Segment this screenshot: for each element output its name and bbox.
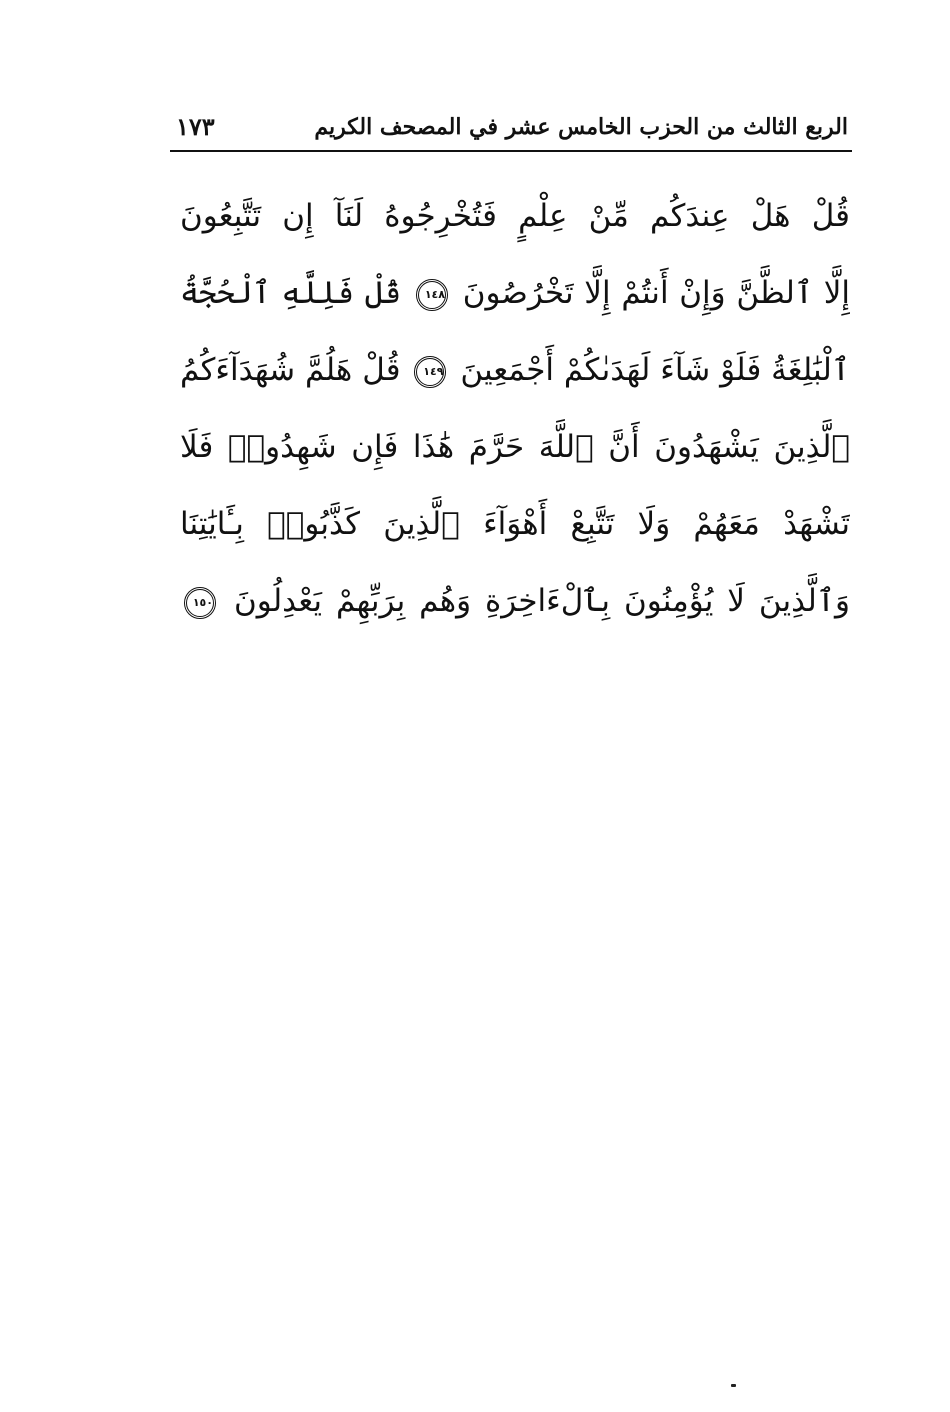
verse-line xyxy=(180,409,850,486)
ink-speck xyxy=(731,1384,736,1387)
verse-text: وَٱلَّذِينَ لَا يُؤْمِنُونَ بِٱلْءَاخِرَةِ وَهُم بِرَبِّهِمْ يَعْدِلُونَ xyxy=(233,583,850,619)
verse-text: قُلْ فَلِلَّهِ ٱلْحُجَّةُ xyxy=(180,275,402,311)
verse-line xyxy=(180,563,850,640)
header-divider xyxy=(170,150,852,152)
verse-text: إِلَّا ٱلظَّنَّ وَإِنْ أَنتُمْ إِلَّا تَخْرُصُونَ xyxy=(462,275,850,311)
page-header xyxy=(170,108,852,150)
ayah-number-marker: ١٤٨ xyxy=(416,279,448,311)
page-number: ١٧٣ xyxy=(176,112,215,141)
ayah-number-marker: ١٥٠ xyxy=(184,587,216,619)
ayah-number-marker: ١٤٩ xyxy=(414,356,446,388)
verse-text: قُلْ هَلُمَّ شُهَدَآءَكُمُ xyxy=(180,352,401,388)
verse-text: ٱلَّذِينَ يَشْهَدُونَ أَنَّ ٱللَّهَ حَرَّمَ هَٰذَا فَإِن شَهِدُوا۟ فَلَا xyxy=(180,429,850,465)
verse-line xyxy=(180,255,850,332)
verse-line xyxy=(180,178,850,255)
page-header-title: الربع الثالث من الحزب الخامس عشر في المصحف الكريم xyxy=(314,114,848,140)
verse-line xyxy=(180,332,850,409)
verse-text: تَشْهَدْ مَعَهُمْ وَلَا تَتَّبِعْ أَهْوَآءَ ٱلَّذِينَ كَذَّبُوا۟ بِـَٔايَٰتِنَا xyxy=(180,506,850,542)
verse-text: ٱلْبَٰلِغَةُ فَلَوْ شَآءَ لَهَدَىٰكُمْ أَجْمَعِينَ xyxy=(460,352,850,388)
quran-text-block xyxy=(180,178,850,640)
verse-line xyxy=(180,486,850,563)
verse-text: قُلْ هَلْ عِندَكُم مِّنْ عِلْمٍ فَتُخْرِجُوهُ لَنَآ إِن تَتَّبِعُونَ xyxy=(180,198,850,234)
